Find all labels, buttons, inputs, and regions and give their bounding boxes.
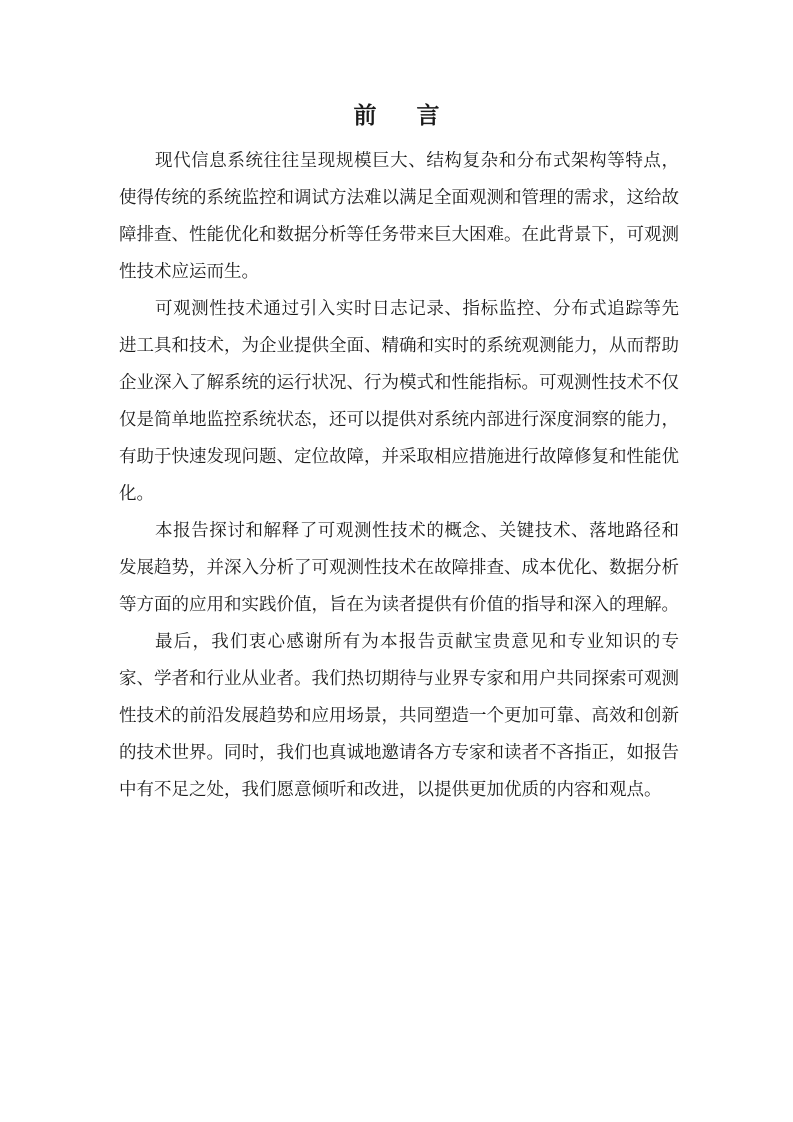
paragraph-2: 可观测性技术通过引入实时日志记录、指标监控、分布式追踪等先进工具和技术，为企业提供全面、精确和实时的系统观测能力，从而帮助企业深入了解系统的运行状况、行为模式和性能指标。可观测性技术不仅仅是简单地监控系统状态，还可以提供对系统内部进行深度洞察的能力，有助于快速发现问题、定位故障，并采取相应措施进行故障修复和性能优化。 xyxy=(119,299,679,504)
paragraph-4: 最后，我们衷心感谢所有为本报告贡献宝贵意见和专业知识的专家、学者和行业从业者。我们热切期待与业界专家和用户共同探索可观测性技术的前沿发展趋势和应用场景，共同塑造一个更加可靠、高效和创新的技术世界。同时，我们也真诚地邀请各方专家和读者不吝指正，如报告中有不足之处，我们愿意倾听和改进，以提供更加优质的内容和观点。 xyxy=(119,632,679,800)
body-text xyxy=(119,143,679,809)
paragraph-3: 本报告探讨和解释了可观测性技术的概念、关键技术、落地路径和发展趋势，并深入分析了可观测性技术在故障排查、成本优化、数据分析等方面的应用和实践价值，旨在为读者提供有价值的指导和深入的理解。 xyxy=(119,521,679,615)
paragraph-1: 现代信息系统往往呈现规模巨大、结构复杂和分布式架构等特点，使得传统的系统监控和调试方法难以满足全面观测和管理的需求，这给故障排查、性能优化和数据分析等任务带来巨大困难。在此背景下，可观测性技术应运而生。 xyxy=(119,151,679,282)
page-title: 前 言 xyxy=(353,103,456,129)
